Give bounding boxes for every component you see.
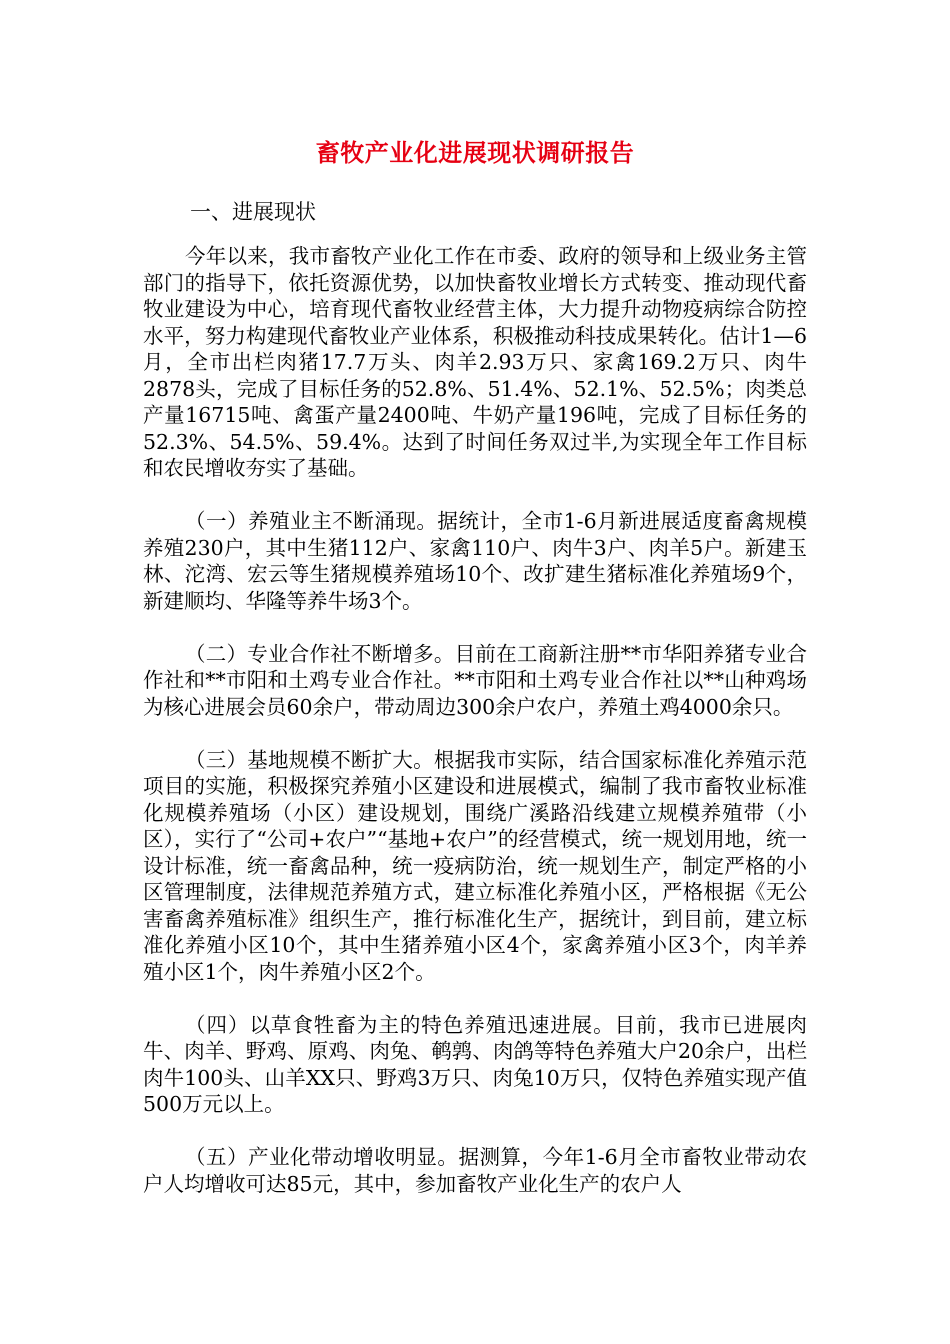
paragraph-overview: 今年以来，我市畜牧产业化工作在市委、政府的领导和上级业务主管部门的指导下，依托资源优势，以加快畜牧业增长方式转变、推动现代畜牧业建设为中心，培育现代畜牧业经营主体，大力提升动物疫病综合防控水平，努力构建现代畜牧业产业体系，积极推动科技成果转化。估计1—6月，全市出栏肉猪17.7万头、肉羊2.93万只、家禽169.2万只、肉牛2878头，完成了目标任务的52.8%、51.4%、52.1%、52.5%；肉类总产量16715吨、禽蛋产量2400吨、牛奶产量196吨，完成了目标任务的52.3%、54.5%、59.4%。达到了时间任务双过半,为实现全年工作目标和农民增收夯实了基础。 — [143, 244, 807, 480]
document-body — [143, 243, 807, 1197]
paragraph-farmers: （一）养殖业主不断涌现。据统计，全市1-6月新进展适度畜禽规模养殖230户，其中生猪112户、家禽110户、肉牛3户、肉羊5户。新建玉林、沱湾、宏云等生猪规模养殖场10个、改扩建生猪标准化养殖场9个，新建顺均、华隆等养牛场3个。 — [143, 509, 807, 613]
section-heading: 一、进展现状 — [190, 200, 316, 224]
paragraph-cooperatives: （二）专业合作社不断增多。目前在工商新注册**市华阳养猪专业合作社和**市阳和土鸡专业合作社。**市阳和土鸡专业合作社以**山种鸡场为核心进展会员60余户，带动周边300余户农户，养殖土鸡4000余只。 — [143, 641, 807, 719]
paragraph-specialty-breeding: （四）以草食牲畜为主的特色养殖迅速进展。目前，我市已进展肉牛、肉羊、野鸡、原鸡、肉兔、鹌鹑、肉鸽等特色养殖大户20余户，出栏肉牛100头、山羊XX只、野鸡3万只、肉兔10万只，仅特色养殖实现产值500万元以上。 — [143, 1012, 807, 1116]
document-title: 畜牧产业化进展现状调研报告 — [315, 139, 635, 167]
paragraph-income: （五）产业化带动增收明显。据测算，今年1-6月全市畜牧业带动农户人均增收可达85元，其中，参加畜牧产业化生产的农户人 — [143, 1145, 807, 1196]
paragraph-bases: （三）基地规模不断扩大。根据我市实际，结合国家标准化养殖示范项目的实施，积极探究养殖小区建设和进展模式，编制了我市畜牧业标准化规模养殖场（小区）建设规划，围绕广溪路沿线建立规模养殖带（小区），实行了“公司+农户”“基地+农户”的经营模式，统一规划用地，统一设计标准，统一畜禽品种，统一疫病防治，统一规划生产，制定严格的小区管理制度，法律规范养殖方式，建立标准化养殖小区，严格根据《无公害畜禽养殖标准》组织生产，推行标准化生产，据统计，到目前，建立标准化养殖小区10个，其中生猪养殖小区4个，家禽养殖小区3个，肉羊养殖小区1个，肉牛养殖小区2个。 — [143, 747, 807, 984]
